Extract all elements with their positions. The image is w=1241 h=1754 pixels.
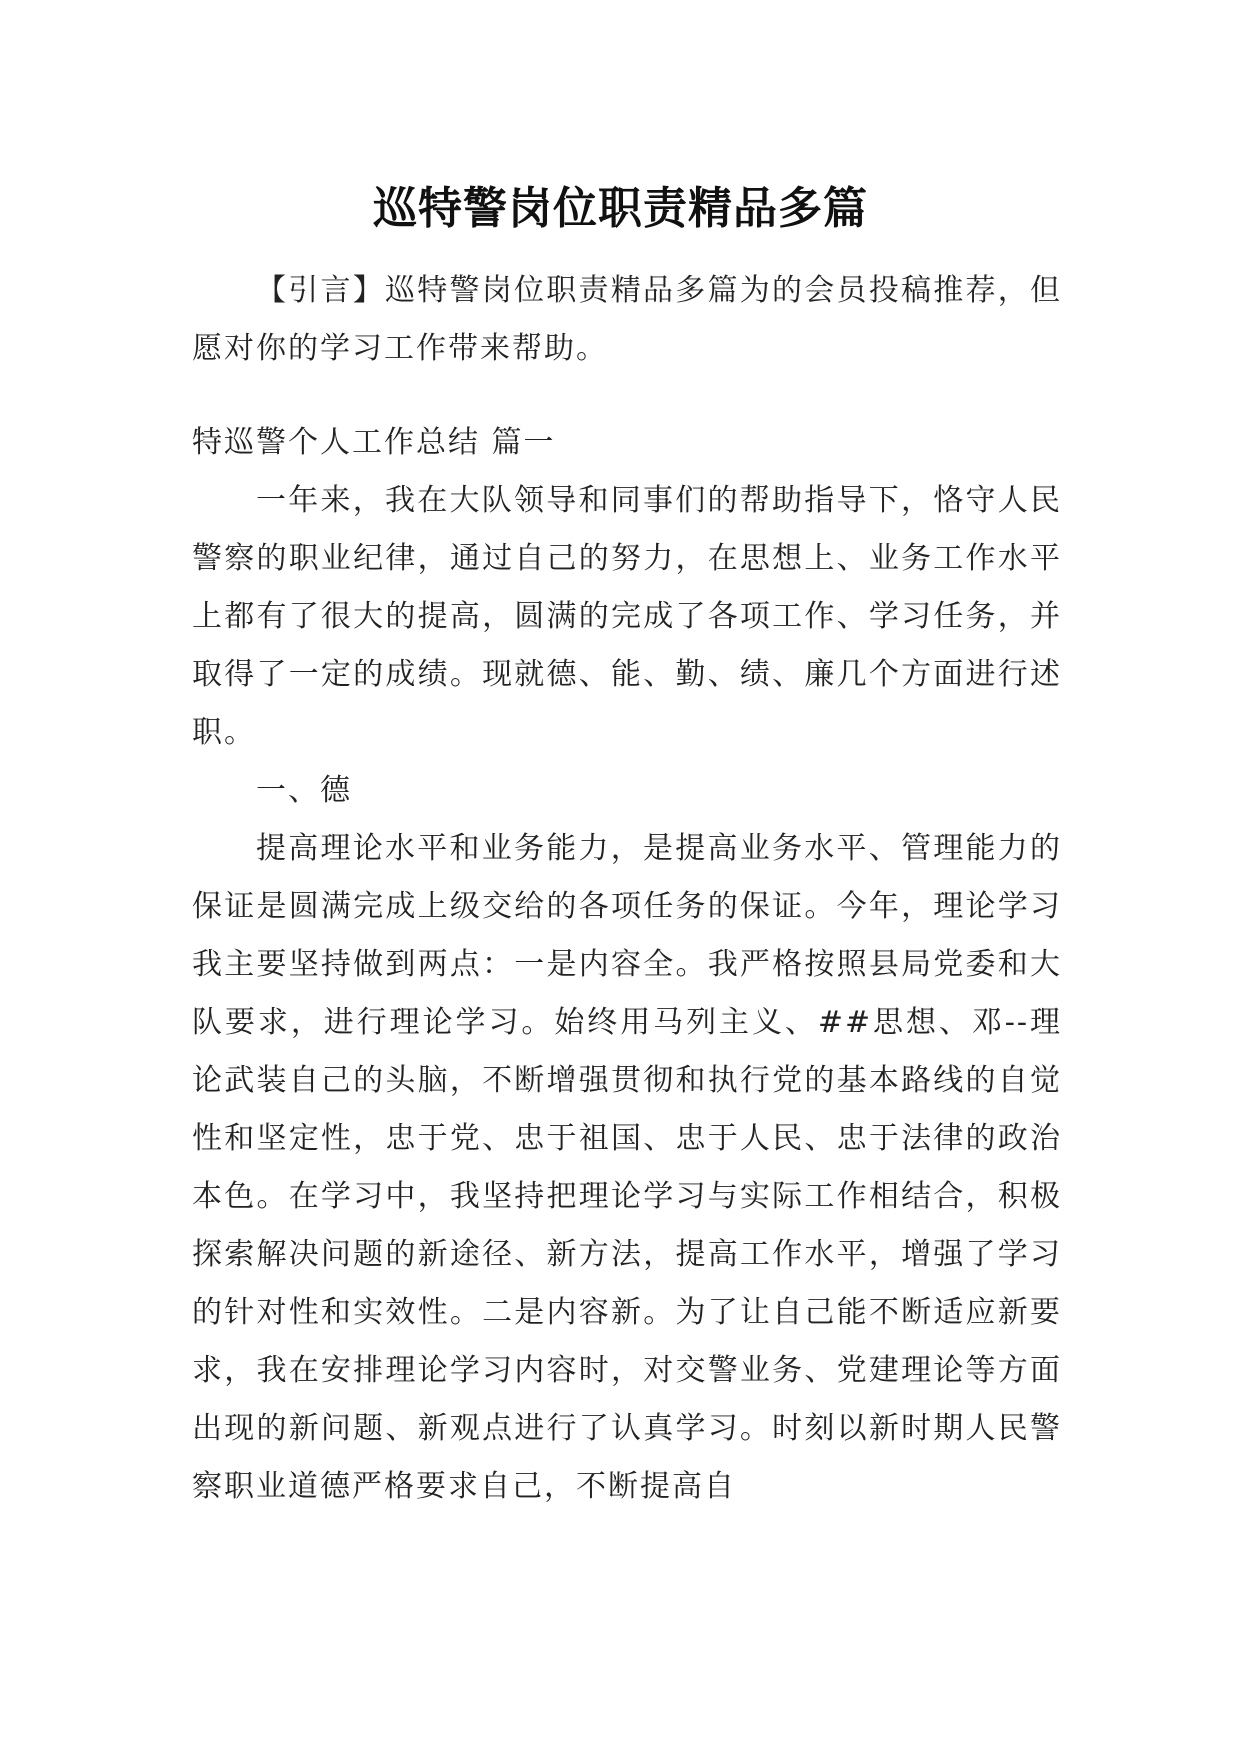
intro-paragraph: 【引言】巡特警岗位职责精品多篇为的会员投稿推荐，但愿对你的学习工作带来帮助。 [192,273,1062,366]
subheading-de: 一、德 [256,773,352,808]
body-paragraph-2: 提高理论水平和业务能力，是提高业务水平、管理能力的保证是圆满完成上级交给的各项任务的保证。今年，理论学习我主要坚持做到两点：一是内容全。我严格按照县局党委和大队要求，进行理论学习。始终用马列主义、##思想、邓--理论武装自己的头脑，不断增强贯彻和执行党的基本路线的自觉性和坚定性，忠于党、忠于祖国、忠于人民、忠于法律的政治本色。在学习中，我坚持把理论学习与实际工作相结合，积极探索解决问题的新途径、新方法，提高工作水平，增强了学习的针对性和实效性。二是内容新。为了让自己能不断适应新要求，我在安排理论学习内容时，对交警业务、党建理论等方面出现的新问题、新观点进行了认真学习。时刻以新时期人民警察职业道德严格要求自己，不断提高自 [192,831,1062,1504]
intro-block [192,262,1062,378]
document-title: 巡特警岗位职责精品多篇 [373,183,868,235]
section-heading: 特巡警个人工作总结 篇一 [192,425,556,460]
article-body [192,414,1062,1516]
body-paragraph-1: 一年来，我在大队领导和同事们的帮助指导下，恪守人民警察的职业纪律，通过自己的努力，在思想上、业务工作水平上都有了很大的提高，圆满的完成了各项工作、学习任务，并取得了一定的成绩。现就德、能、勤、绩、廉几个方面进行述职。 [192,483,1062,750]
